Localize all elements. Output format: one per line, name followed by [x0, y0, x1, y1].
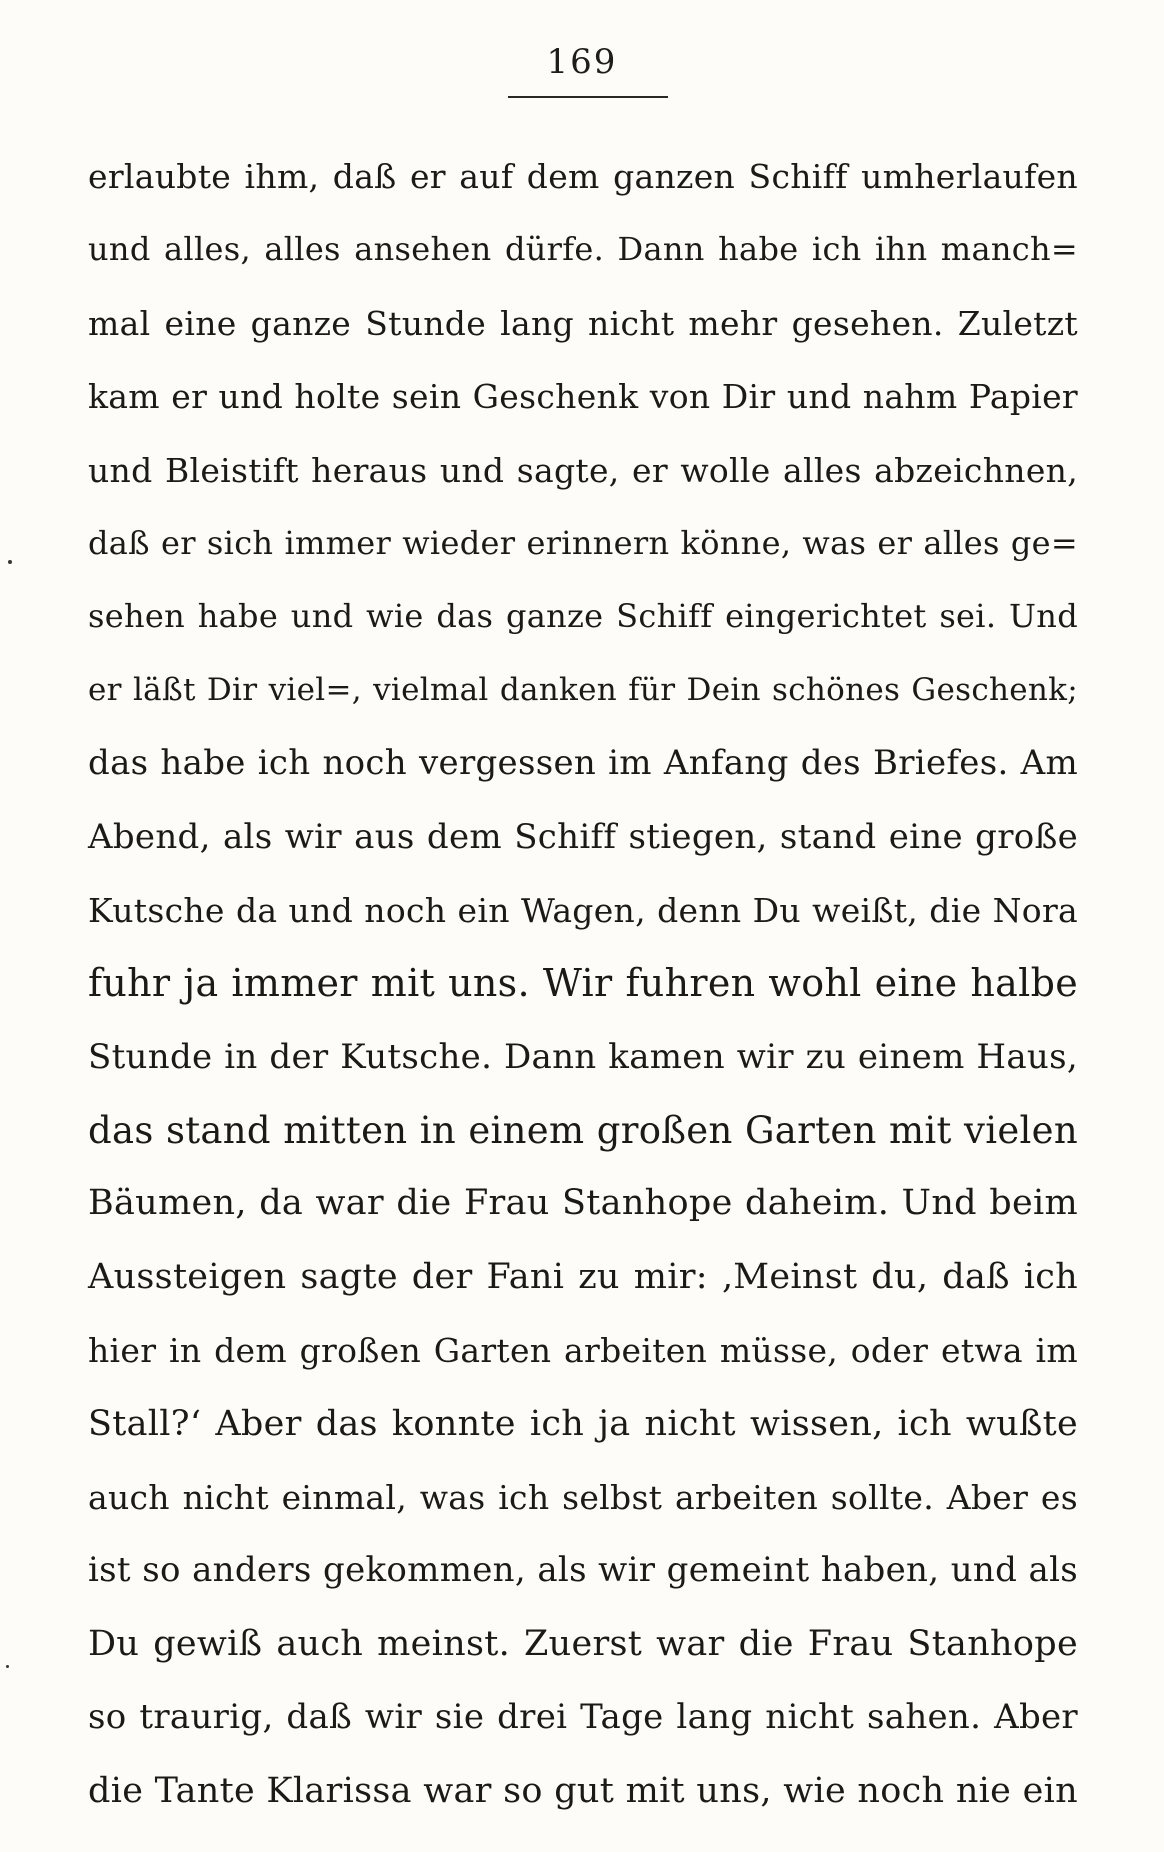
text-line: erlaubte ihm, daß er auf dem ganzen Schiff umherlaufen: [88, 157, 1078, 196]
text-line: ist so anders gekommen, als wir gemeint haben, und als: [88, 1550, 1078, 1591]
text-line: das stand mitten in einem großen Garten mit vielen: [88, 1109, 1078, 1153]
paper-speck: [6, 1665, 9, 1668]
text-line: und Bleistift heraus und sagte, er wolle alles abzeichnen,: [88, 450, 1078, 490]
text-line: er läßt Dir viel=, vielmal danken für Dein schönes Geschenk;: [88, 671, 1078, 708]
header-rule: [508, 96, 668, 98]
text-line: Aussteigen sagte der Fani zu mir: ‚Meinst du, daß ich: [88, 1256, 1078, 1297]
text-line: mal eine ganze Stunde lang nicht mehr gesehen. Zuletzt: [88, 303, 1078, 343]
body-text: [88, 140, 1078, 1828]
text-line: Stunde in der Kutsche. Dann kamen wir zu einem Haus,: [88, 1036, 1078, 1077]
text-line: daß er sich immer wieder erinnern könne, was er alles ge=: [88, 523, 1078, 562]
text-line: sehen habe und wie das ganze Schiff eingerichtet sei. Und: [88, 597, 1078, 636]
text-line: Bäumen, da war die Frau Stanhope daheim. Und beim: [88, 1183, 1078, 1224]
text-line: so traurig, daß wir sie drei Tage lang nicht sahen. Aber: [88, 1697, 1078, 1738]
text-line: auch nicht einmal, was ich selbst arbeiten sollte. Aber es: [88, 1478, 1078, 1518]
text-line: Stall?‘ Aber das konnte ich ja nicht wissen, ich wußte: [88, 1403, 1078, 1444]
text-line: die Tante Klarissa war so gut mit uns, wie noch nie ein: [88, 1770, 1078, 1811]
text-line: Du gewiß auch meinst. Zuerst war die Frau Stanhope: [88, 1623, 1078, 1664]
text-line: hier in dem großen Garten arbeiten müsse, oder etwa im: [88, 1331, 1078, 1371]
text-line: fuhr ja immer mit uns. Wir fuhren wohl eine halbe: [88, 961, 1078, 1006]
text-line: das habe ich noch vergessen im Anfang des Briefes. Am: [88, 743, 1078, 784]
text-line: Kutsche da und noch ein Wagen, denn Du weißt, die Nora: [88, 890, 1078, 930]
paper-speck: [8, 560, 12, 564]
text-line: kam er und holte sein Geschenk von Dir und nahm Papier: [88, 377, 1078, 417]
text-line: und alles, alles ansehen dürfe. Dann habe ich ihn manch=: [88, 230, 1078, 269]
page-number: 169: [546, 42, 618, 82]
text-line: Abend, als wir aus dem Schiff stiegen, stand eine große: [88, 816, 1078, 857]
